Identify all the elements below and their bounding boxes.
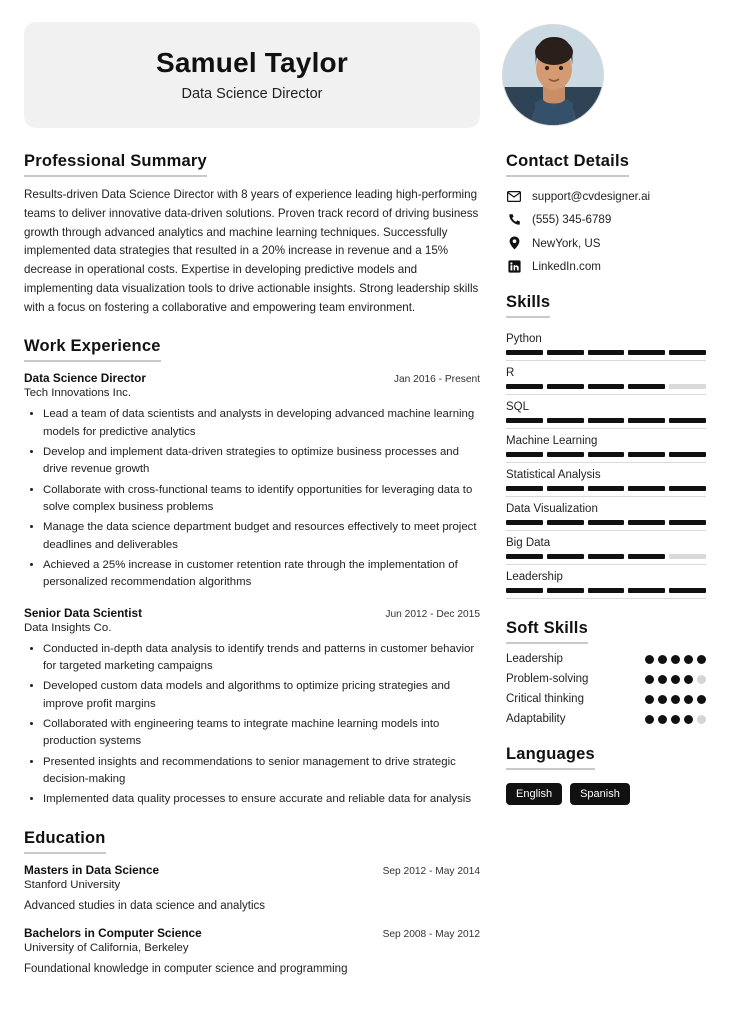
- contact-item-phone[interactable]: [506, 213, 706, 226]
- skill-level-bar: [506, 486, 706, 497]
- section-heading-contact: Contact Details: [506, 152, 629, 177]
- soft-skill-item: [506, 673, 706, 685]
- experience-date: Jan 2016 - Present: [393, 374, 480, 386]
- linkedin-icon: [506, 260, 522, 273]
- section-heading-experience: Work Experience: [24, 337, 161, 362]
- skill-label: Python: [506, 333, 542, 345]
- education-date: Sep 2008 - May 2012: [382, 928, 480, 940]
- education-date: Sep 2012 - May 2014: [382, 865, 480, 877]
- education-description: Foundational knowledge in computer science and programming: [24, 962, 348, 975]
- section-professional-summary: [24, 152, 480, 317]
- experience-bullets: [24, 641, 480, 809]
- skill-label: Machine Learning: [506, 435, 598, 447]
- skill-level-bar: [506, 418, 706, 429]
- experience-entry-head: [24, 606, 480, 620]
- skill-item: [506, 565, 706, 599]
- list-item: • Manage the data science department budget and resources effectively to meet project deadlines and deliverables: [43, 519, 480, 554]
- soft-skill-label: Leadership: [506, 653, 563, 665]
- avatar-wrapper: [498, 22, 608, 126]
- skill-item: [506, 429, 706, 463]
- contact-value: NewYork, US: [532, 236, 601, 250]
- contact-list: [506, 190, 706, 273]
- education-title: Masters in Data Science: [24, 862, 160, 877]
- skill-item: [506, 361, 706, 395]
- list-item: • Collaborate with cross-functional teams to identify opportunities for leveraging data to solve complex business problems: [43, 482, 480, 517]
- contact-item-email[interactable]: [506, 190, 706, 203]
- education-entry: [24, 926, 480, 975]
- experience-org: Tech Innovations Inc.: [24, 387, 132, 400]
- education-title: Bachelors in Computer Science: [24, 925, 202, 940]
- soft-skill-rating: [645, 655, 706, 664]
- section-education: [24, 829, 480, 975]
- experience-date: Jun 2012 - Dec 2015: [385, 608, 480, 620]
- skill-level-bar: [506, 588, 706, 599]
- list-item: • Collaborated with engineering teams to integrate machine learning models into production systems: [43, 716, 480, 751]
- soft-skill-rating: [645, 675, 706, 684]
- location-pin-icon: [506, 236, 522, 250]
- skill-label: R: [506, 367, 515, 379]
- language-chip: Spanish: [570, 783, 630, 805]
- education-description: Advanced studies in data science and analytics: [24, 899, 266, 912]
- experience-title: Senior Data Scientist: [24, 605, 143, 620]
- soft-skill-item: [506, 653, 706, 665]
- section-heading-soft-skills: Soft Skills: [506, 619, 588, 644]
- avatar: [502, 24, 604, 126]
- list-item: • Implemented data quality processes to ensure accurate and reliable data for analysis: [43, 791, 480, 808]
- languages-list: [506, 783, 706, 805]
- education-org: Stanford University: [24, 878, 121, 891]
- soft-skill-label: Critical thinking: [506, 693, 584, 705]
- skill-label: SQL: [506, 401, 530, 413]
- resume-header: [24, 22, 706, 128]
- experience-bullets: [24, 406, 480, 591]
- skill-item: [506, 463, 706, 497]
- name-card: [24, 22, 480, 128]
- soft-skill-rating: [645, 715, 706, 724]
- skill-level-bar: [506, 452, 706, 463]
- section-heading-skills: Skills: [506, 293, 550, 318]
- skill-level-bar: [506, 520, 706, 531]
- language-chip: English: [506, 783, 562, 805]
- section-heading-education: Education: [24, 829, 106, 854]
- skills-list: [506, 327, 706, 599]
- soft-skill-label: Adaptability: [506, 713, 566, 725]
- list-item: • Develop and implement data-driven strategies to optimize business processes and drive revenue growth: [43, 444, 480, 479]
- summary-text: Results-driven Data Science Director with 8 years of experience leading high-performing teams to deliver innovative data-driven solutions. Proven track record of driving business growth through advanced analytics and machine learning techniques. Successfully implemented data strategies that resulted in a 20% increase in revenue and a 15% decrease in operational costs. Expertise in developing predictive models and implementing data visualization tools to drive actionable insights. Strong leadership skills with a focus on fostering a collaborative and empowering team environment.: [24, 188, 479, 314]
- education-entry: [24, 863, 480, 912]
- skill-level-bar: [506, 554, 706, 565]
- section-languages: [506, 745, 706, 805]
- resume-body: [24, 152, 706, 995]
- list-item: • Developed custom data models and algorithms to optimize pricing strategies and improve profit margins: [43, 678, 480, 713]
- experience-org: Data Insights Co.: [24, 621, 112, 634]
- list-item: • Lead a team of data scientists and analysts in developing advanced machine learning models for predictive analytics: [43, 406, 480, 441]
- list-item: • Presented insights and recommendations to senior management to drive strategic decision-making: [43, 754, 480, 789]
- soft-skill-item: [506, 693, 706, 705]
- education-entry-head: [24, 926, 480, 940]
- skill-label: Data Visualization: [506, 503, 598, 515]
- list-item: • Achieved a 25% increase in customer retention rate through the implementation of personalized recommendation algorithms: [43, 557, 480, 592]
- section-heading-languages: Languages: [506, 745, 595, 770]
- skill-label: Leadership: [506, 571, 563, 583]
- contact-value: support@cvdesigner.ai: [532, 190, 651, 203]
- contact-value: LinkedIn.com: [532, 260, 601, 273]
- contact-value: (555) 345-6789: [532, 213, 612, 226]
- skill-item: [506, 327, 706, 361]
- job-title: Data Science Director: [181, 86, 323, 103]
- sidebar-column: [506, 152, 706, 995]
- section-heading-summary: Professional Summary: [24, 152, 207, 177]
- soft-skill-rating: [645, 695, 706, 704]
- skill-label: Statistical Analysis: [506, 469, 601, 481]
- skill-item: [506, 497, 706, 531]
- phone-icon: [506, 213, 522, 226]
- section-contact-details: [506, 152, 706, 273]
- education-org: University of California, Berkeley: [24, 941, 189, 954]
- contact-item-linkedin[interactable]: [506, 260, 706, 273]
- section-work-experience: [24, 337, 480, 808]
- skill-level-bar: [506, 350, 706, 361]
- profile-photo-illustration: [503, 25, 604, 126]
- skill-level-bar: [506, 384, 706, 395]
- list-item: • Conducted in-depth data analysis to identify trends and patterns in customer behavior for targeted marketing campaigns: [43, 641, 480, 676]
- education-entry-head: [24, 863, 480, 877]
- experience-entry-head: [24, 371, 480, 385]
- main-column: [24, 152, 480, 995]
- skill-item: [506, 531, 706, 565]
- soft-skill-label: Problem-solving: [506, 673, 589, 685]
- experience-title: Data Science Director: [24, 371, 146, 386]
- section-soft-skills: [506, 619, 706, 725]
- page-title: Samuel Taylor: [156, 46, 348, 78]
- experience-entry: [24, 606, 480, 809]
- experience-entry: [24, 371, 480, 591]
- skill-label: Big Data: [506, 537, 551, 549]
- soft-skill-item: [506, 713, 706, 725]
- contact-item-location: [506, 236, 706, 250]
- skill-item: [506, 395, 706, 429]
- soft-skills-list: [506, 653, 706, 725]
- section-skills: [506, 293, 706, 599]
- envelope-icon: [506, 191, 522, 202]
